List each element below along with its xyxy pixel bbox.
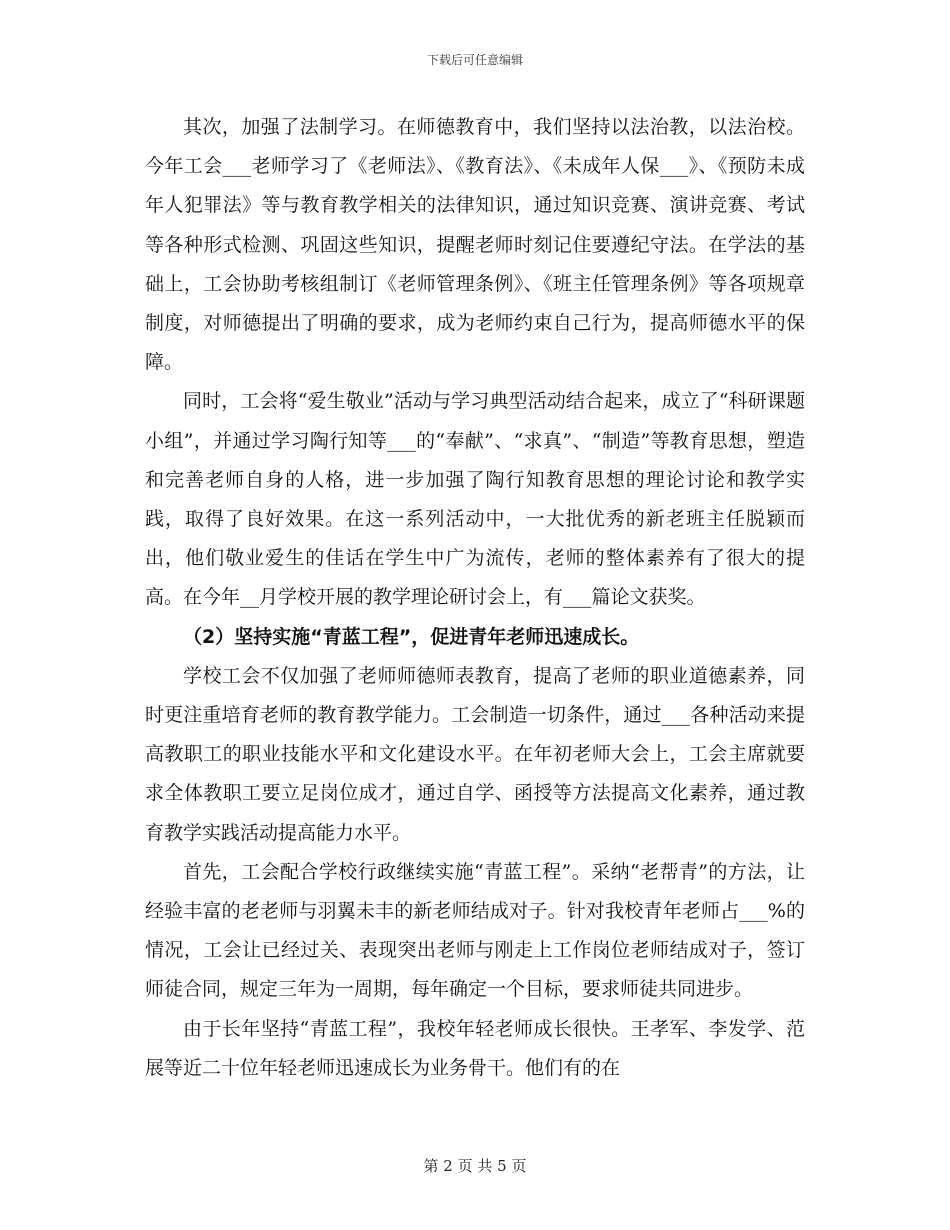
paragraph-mentoring: 首先，工会配合学校行政继续实施“青蓝工程”。采纳“老帮青”的方法，让经验丰富的老老师与羽翼未丰的新老师结成对子。针对我校青年老师占___%的情况，工会让已经过关、表现突出老师与刚走上工作岗位老师结成对子，签订师徒合同，规定三年为一周期，每年确定一个目标，要求师徒共同进步。 [145,860,805,1001]
section-heading: （2）坚持实施“青蓝工程”，促进青年老师迅速成长。 [183,625,640,648]
paragraph-activities: 同时，工会将“爱生敬业”活动与学习典型活动结合起来，成立了“科研课题小组”，并通过学习陶行知等___的“奉献”、“求真”、“制造”等教育思想，塑造和完善老师自身的人格，进一步加强了陶行知教育思想的理论讨论和教学实践，取得了良好效果。在这一系列活动中，一大批优秀的新老班主任脱颖而出，他们敬业爱生的佳话在学生中广为流传，老师的整体素养有了很大的提高。在今年__月学校开展的教学理论研讨会上，有___篇论文获奖。 [145,390,805,609]
paragraph-training: 学校工会不仅加强了老师师德师表教育，提高了老师的职业道德素养，同时更注重培育老师的教育教学能力。工会制造一切条件，通过___各种活动来提高教职工的职业技能水平和文化建设水平。在年初老师大会上，工会主席就要求全体教职工要立足岗位成才，通过自学、函授等方法提高文化素养，通过教育教学实践活动提高能力水平。 [145,664,805,844]
page-footer: 第 2 页 共 5 页 [423,1157,527,1175]
page-header: 下载后可任意编辑 [426,53,523,67]
document-body [145,108,805,1088]
paragraph-legal-study: 其次，加强了法制学习。在师德教育中，我们坚持以法治教，以法治校。今年工会___老师学习了《老师法》、《教育法》、《未成年人保___》、《预防未成年人犯罪法》等与教育教学相关的法律知识，通过知识竞赛、演讲竞赛、考试等各种形式检测、巩固这些知识，提醒老师时刻记住要遵纪守法。在学法的基础上，工会协助考核组制订《老师管理条例》、《班主任管理条例》等各项规章制度，对师德提出了明确的要求，成为老师约束自己行为，提高师德水平的保障。 [145,116,805,374]
paragraph-results: 由于长年坚持“青蓝工程”，我校年轻老师成长很快。王孝军、李发学、范展等近二十位年轻老师迅速成长为业务骨干。他们有的在 [145,1017,805,1079]
